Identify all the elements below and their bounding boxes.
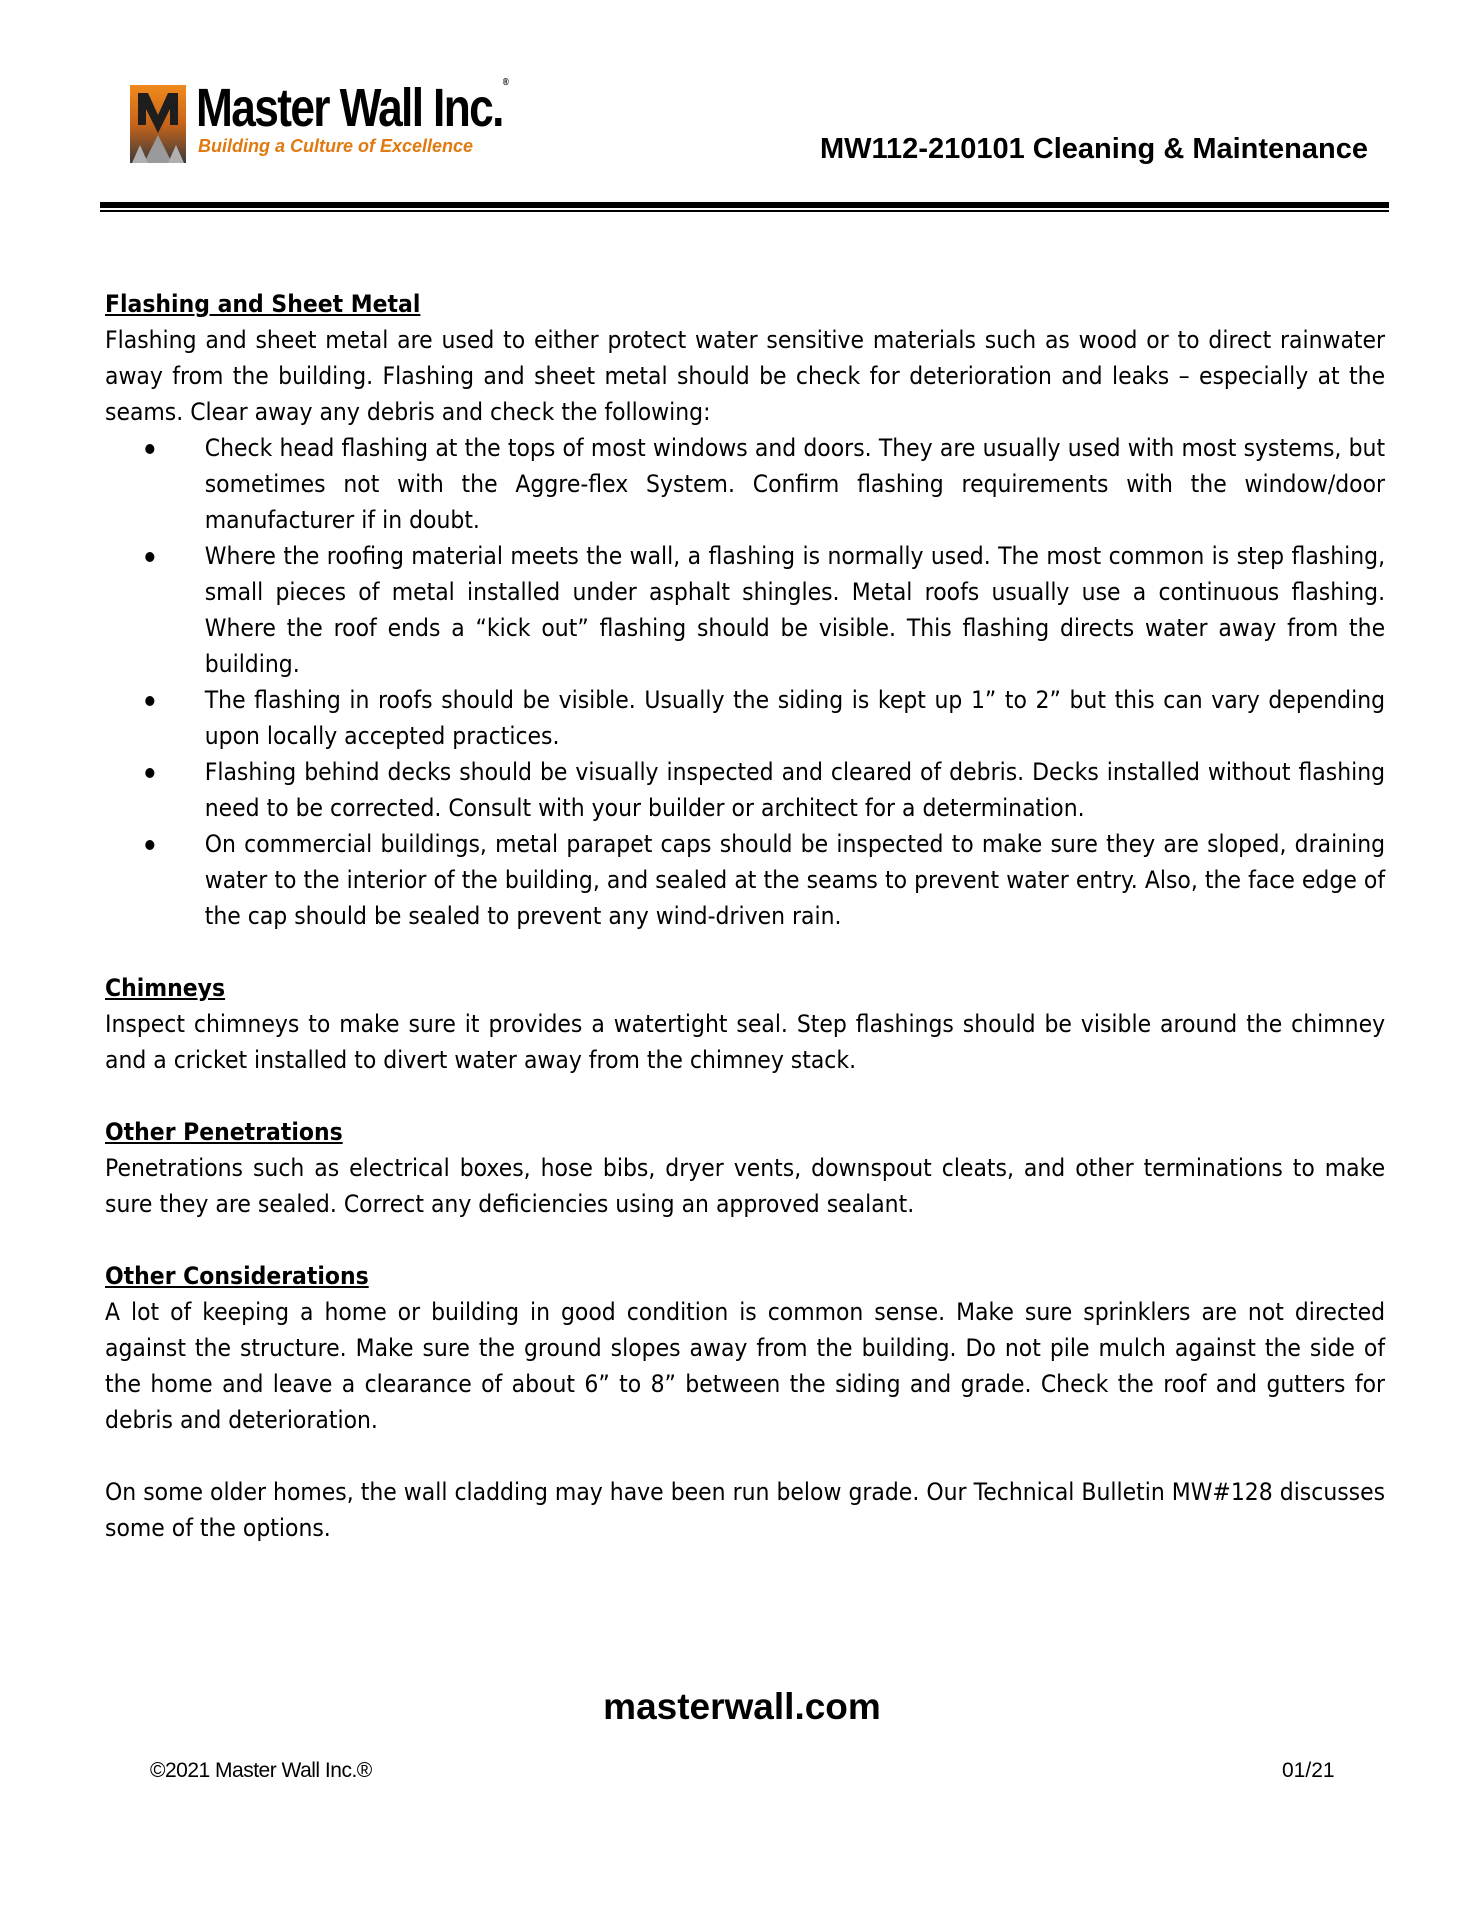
list-item: Check head flashing at the tops of most windows and doors. They are usually used with most systems, but sometimes not with the Aggre-flex System. Confirm flashing requirements with the window/door manufacturer if in doubt. xyxy=(105,430,1385,538)
logo-tagline: Building a Culture of Excellence xyxy=(198,136,474,156)
bullet-icon xyxy=(145,768,154,778)
company-logo xyxy=(130,77,530,165)
header-rule-thick xyxy=(100,202,1389,208)
flashing-checklist xyxy=(105,430,1385,934)
header-rule-thin xyxy=(100,210,1389,212)
logo-mark-icon xyxy=(130,85,186,163)
section-heading-chimneys: Chimneys xyxy=(105,974,226,1002)
section-heading-considerations: Other Considerations xyxy=(105,1262,369,1290)
chimneys-body: Inspect chimneys to make sure it provides a watertight seal. Step flashings should be visible around the chimney and a cricket installed to divert water away from the chimney stack. xyxy=(105,1010,1386,1074)
bullet-icon xyxy=(145,552,154,562)
logo-wordmark: Master Wall Inc.® xyxy=(196,77,509,138)
section-heading-penetrations: Other Penetrations xyxy=(105,1118,343,1146)
penetrations-body: Penetrations such as electrical boxes, hose bibs, dryer vents, downspout cleats, and other terminations to make sure they are sealed. Correct any deficiencies using an approved sealant. xyxy=(105,1154,1386,1218)
revision-date: 01/21 xyxy=(1282,1759,1335,1782)
list-item: The flashing in roofs should be visible. Usually the siding is kept up 1” to 2” but this can vary depending upon locally accepted practices. xyxy=(105,682,1385,754)
flashing-intro: Flashing and sheet metal are used to either protect water sensitive materials such as wood or to direct rainwater away from the building. Flashing and sheet metal should be check for deterioration and leaks – especially at the seams. Clear away any debris and check the following: xyxy=(105,326,1386,426)
bullet-icon xyxy=(145,840,154,850)
list-item: Flashing behind decks should be visually inspected and cleared of debris. Decks installed without flashing need to be corrected. Consult with your builder or architect for a determination. xyxy=(105,754,1385,826)
list-item: Where the roofing material meets the wall, a flashing is normally used. The most common is step flashing, small pieces of metal installed under asphalt shingles. Metal roofs usually use a continuous flashing. Where the roof ends a “kick out” flashing should be visible. This flashing directs water away from the building. xyxy=(105,538,1385,682)
bullet-icon xyxy=(145,696,154,706)
copyright-notice: ©2021 Master Wall Inc.® xyxy=(150,1759,372,1782)
document-body xyxy=(105,286,1385,1546)
website-link[interactable]: masterwall.com xyxy=(603,1686,881,1727)
considerations-body-2: On some older homes, the wall cladding may have been run below grade. Our Technical Bulletin MW#128 discusses some of the options. xyxy=(105,1478,1386,1542)
section-heading-flashing: Flashing and Sheet Metal xyxy=(105,290,421,318)
bullet-icon xyxy=(145,444,154,454)
list-item: On commercial buildings, metal parapet caps should be inspected to make sure they are sloped, draining water to the interior of the building, and sealed at the seams to prevent water entry. Also, the face edge of the cap should be sealed to prevent any wind-driven rain. xyxy=(105,826,1385,934)
document-code: MW112-210101 Cleaning & Maintenance xyxy=(820,133,1368,165)
considerations-body: A lot of keeping a home or building in good condition is common sense. Make sure sprinklers are not directed against the structure. Make sure the ground slopes away from the building. Do not pile mulch against the side of the home and leave a clearance of about 6” to 8” between the siding and grade. Check the roof and gutters for debris and deterioration. xyxy=(105,1298,1386,1434)
